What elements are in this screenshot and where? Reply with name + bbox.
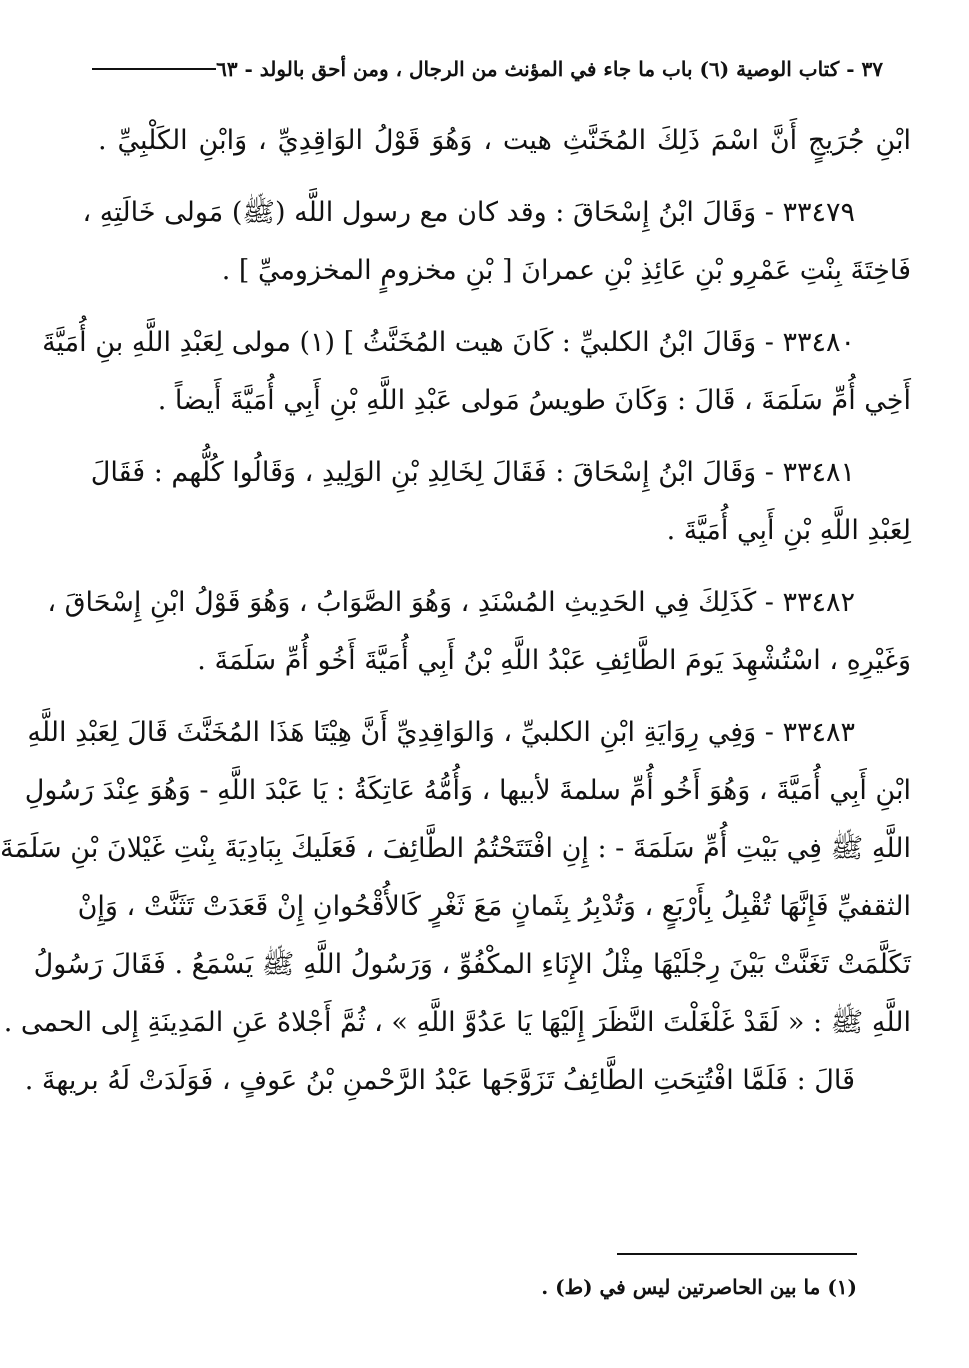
text-line: ٣٣٤٨٠ - وَقَالَ ابْنُ الكلبيِّ : كَانَ هيت المُخَنَّثُ ] (١) مولى لِعَبْدِ اللَّهِ بنِ أُمَيَّةَ [42, 327, 855, 358]
paragraph-gap [98, 300, 911, 314]
text-line: ٣٣٤٨٣ - وَفِي رِوَايَةِ ابْنِ الكلبيِّ ، وَالوَاقِدِيِّ أَنَّ هِيْتَا هَذَا المُخَنَّثَ قَالَ لِعَبْدِ اللَّهِ [27, 717, 855, 748]
header-title: ٣٧ - كتاب الوصية (٦) باب ما جاء في المؤنث من الرجال ، ومن أحق بالولد - ٦٣ [216, 57, 883, 81]
text-line: ٣٣٤٨١ - وَقَالَ ابْنُ إِسْحَاقَ : فَقَالَ لِخَالِدِ بْنِ الوَلِيدِ ، وَقَالُوا كُلُّهم : فَقَالَ [90, 457, 855, 488]
text-line: الثقفيِّ فَإِنَّهَا تُقْبِلُ بِأَرْبَعٍ ، وَتُدْبِرُ بِثَمانٍ مَعَ ثَغْرٍ كَالأُقْحُوانِ إِنْ قَعَدَتْ تَثَنَّتْ ، وَإِنْ [77, 891, 911, 922]
text-line: قَالَ : فَلَمَّا افْتُتِحَتِ الطَّائِفُ تَزَوَّجَها عَبْدُ الرَّحْمنِ بْنُ عَوفٍ ، فَوَلَدَتْ لَهُ بريهةَ . [24, 1065, 855, 1096]
text-line: وَغَيْرِهِ ، اسْتُشْهِدَ يَومَ الطَّائِفِ عَبْدُ اللَّهِ بْنُ أَبِي أُمَيَّةَ أَخُو أُمِّ سَلَمَةَ . [197, 645, 911, 676]
footnote-separator [617, 1253, 857, 1255]
paragraph-gap [98, 170, 911, 184]
text-line: ابْنِ جُرَيجٍ أَنَّ اسْمَ ذَلِكَ المُخَنَّثِ هيت ، وَهُوَ قَوْلُ الوَاقِدِيِّ ، وَابْنِ الكَلْبِيِّ . [98, 125, 911, 156]
text-line: أَخِي أُمِّ سَلَمَةَ ، قَالَ : وَكَانَ طويسُ مَولى عَبْدِ اللَّهِ بْنِ أَبِي أُمَيَّةَ أَيضاً . [157, 385, 911, 416]
paragraph-gap [98, 690, 911, 704]
text-line: ٣٣٤٨٢ - كَذَلِكَ فِي الحَدِيثِ المُسْنَدِ ، وَهُوَ الصَّوَابُ ، وَهُوَ قَوْلُ ابْنِ إِسْحَاقَ ، [47, 587, 855, 618]
header-rule [92, 68, 216, 70]
running-header [92, 52, 883, 86]
text-line: اللَّهِ ﷺ : « لَقَدْ غَلْغَلْتَ النَّظَرَ إِلَيْهَا يَا عَدُوَّ اللَّهِ » ، ثُمَّ أَجْلاهُ عَنِ المَدِينَةِ إِلى الحمى . [3, 1007, 911, 1038]
main-text [0, 112, 911, 1110]
text-line: ابْنِ أَبِي أُمَيَّةَ ، وَهُوَ أَخُو أُمِّ سلمةَ لأبيها ، وَأُمُّهُ عَاتِكَةُ : يَا عَبْدَ اللَّهِ - وَهُوَ عِنْدَ رَسُولِ [24, 775, 911, 806]
text-line: تَكَلَّمَتْ تَغَنَّتْ بَيْنَ رِجْلَيْهَا مِثْلُ الإِنَاءِ المكْفُوِّ ، وَرَسُولُ اللَّهِ ﷺ يَسْمَعُ . فَقَالَ رَسُولُ [33, 949, 911, 980]
text-line: اللَّهِ ﷺ فِي بَيْتِ أُمِّ سَلَمَةَ - : إِنِ افْتَتَحْتُمُ الطَّائِفَ ، فَعَلَيكَ بِبَادِيَةَ بِنْتِ غَيْلانَ بْنِ سَلَمَةَ [0, 833, 911, 864]
text-line: لِعَبْدِ اللَّهِ بْنِ أَبِي أُمَيَّةَ . [666, 515, 911, 546]
text-line: ٣٣٤٧٩ - وَقَالَ ابْنُ إِسْحَاقَ : وقد كان مع رسول اللَّه (ﷺ) مَولى خَالَتِهِ ، [82, 197, 855, 228]
paragraph-gap [98, 560, 911, 574]
footnote: (١) ما بين الحاصرتين ليس في (ط) . [541, 1275, 857, 1299]
text-line: فَاخِتَةَ بِنْتِ عَمْرِو بْنِ عَائِذِ بْنِ عمرانَ [ بْنِ مخزومٍ المخزوميِّ ] . [221, 255, 911, 286]
paragraph-gap [98, 430, 911, 444]
